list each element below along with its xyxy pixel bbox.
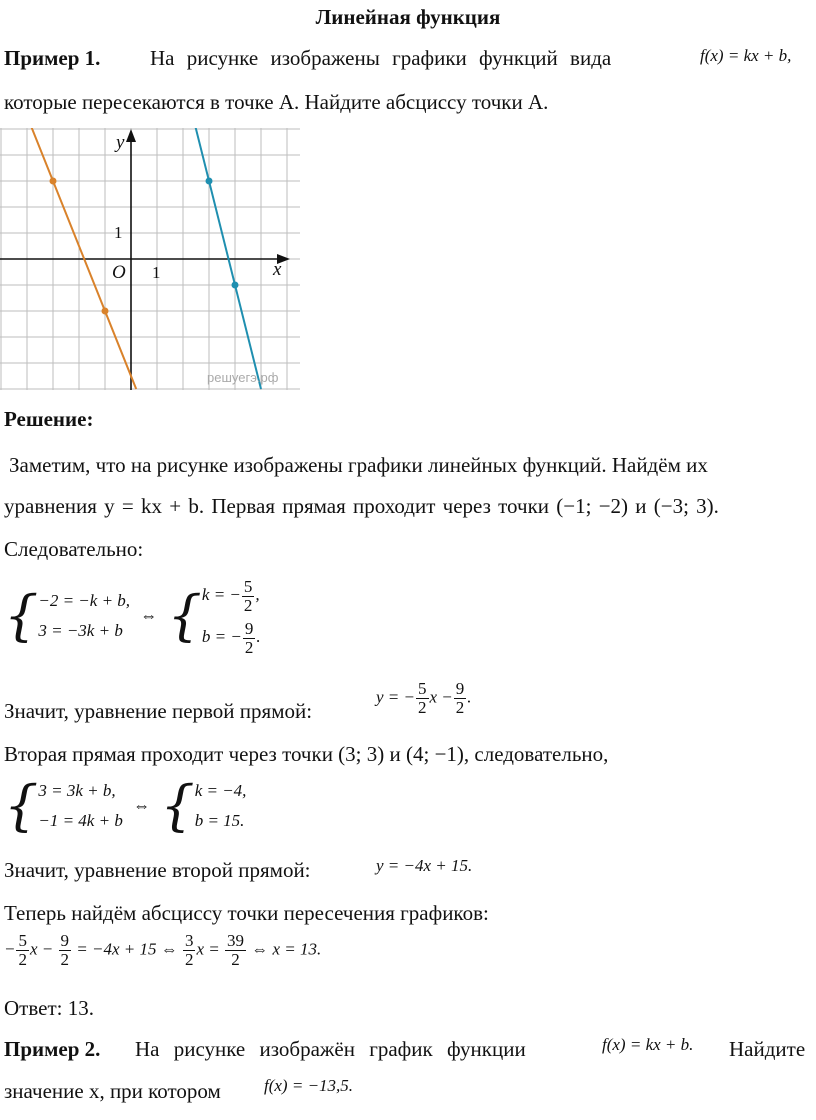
example2-formula: f(x) = kx + b. <box>602 1035 694 1054</box>
system-1: { −2 = −k + b, 3 = −3k + b ⇔ { k = − $\frac{5}{2}$ , b = − $\frac{9}{2}$ . <box>4 576 261 657</box>
x-tick-label: 1 <box>152 263 161 282</box>
sys1-r1-num: 5 <box>243 576 253 596</box>
second-line-text: Вторая прямая проходит через точки (3; 3) и (4; −1), следовательно, <box>4 742 609 766</box>
example1-label: Пример 1. <box>4 46 101 70</box>
function-graph <box>0 128 300 390</box>
sys2-right-1: k = −4, <box>194 781 247 800</box>
intersection-eq: − $\frac{5}{2}$ x − $\frac{9}{2}$ = −4x + 15 ⇔ $\frac{3}{2}$ x = $\frac{39}{2}$ ⇔ x = 13. <box>4 931 322 969</box>
page-title: Линейная функция <box>315 5 501 29</box>
example2-label: Пример 2. <box>4 1037 101 1061</box>
answer: Ответ: 13. <box>4 996 94 1020</box>
sys1-r1-den: 2 <box>243 595 253 615</box>
watermark: решуегэ.рф <box>207 370 279 385</box>
sys1-r2-den: 2 <box>244 637 254 657</box>
example1-formula: f(x) = kx + b, <box>700 46 792 65</box>
blue-line-point <box>206 178 213 185</box>
solution-p1-line1: Заметим, что на рисунке изображены графики линейных функций. Найдём их <box>9 453 708 477</box>
first-eq-label: Значит, уравнение первой прямой: <box>4 699 313 723</box>
orange-line-point <box>102 308 109 315</box>
first-eq: y = − $\frac{5}{2}$ x − $\frac{9}{2}$ . <box>376 679 472 717</box>
example1-text: На рисунке изображены графики функций вида <box>150 46 612 70</box>
y-tick-label: 1 <box>114 223 123 242</box>
sys2-left-2: −1 = 4k + b <box>38 811 123 830</box>
sys2-right-2: b = 15. <box>194 811 245 830</box>
example1-line2: которые пересекаются в точке А. Найдите абсциссу точки А. <box>4 90 549 114</box>
iff-symbol-2: ⇔ <box>133 796 151 815</box>
iff-symbol: ⇔ <box>140 606 158 625</box>
orange-line-point <box>50 178 57 185</box>
example2-text: На рисунке изображён график функции <box>135 1037 526 1061</box>
second-eq-label: Значит, уравнение второй прямой: <box>4 858 311 882</box>
example2-line2: значение х, при котором <box>4 1079 221 1103</box>
y-axis-label: y <box>116 132 125 153</box>
axes <box>0 129 290 390</box>
solution-heading: Решение: <box>4 407 94 431</box>
sys2-left-1: 3 = 3k + b, <box>38 781 116 800</box>
sys1-r2-num: 9 <box>244 618 254 638</box>
solution-p1-line2: уравнения y = kx + b. Первая прямая проходит через точки (−1; −2) и (−3; 3). <box>4 494 719 518</box>
sys1-left-1: −2 = −k + b, <box>38 591 131 610</box>
example2-formula2: f(x) = −13,5. <box>264 1076 354 1095</box>
example2-text-after: Найдите <box>729 1037 806 1061</box>
second-eq: y = −4x + 15. <box>376 856 473 875</box>
x-axis-label: x <box>273 259 282 280</box>
y-axis-arrow <box>126 129 136 142</box>
origin-label: O <box>112 262 126 283</box>
sys1-left-2: 3 = −3k + b <box>38 621 123 640</box>
system-2: { 3 = 3k + b, −1 = 4k + b ⇔ { k = −4, b = 15. <box>4 774 247 837</box>
sys1-right-1-pre: k = − <box>201 585 241 604</box>
intersect-label: Теперь найдём абсциссу точки пересечения графиков: <box>4 901 489 925</box>
blue-line-point <box>232 282 239 289</box>
solution-p1-line3: Следовательно: <box>4 537 144 561</box>
sys1-right-2-pre: b = − <box>201 627 242 646</box>
